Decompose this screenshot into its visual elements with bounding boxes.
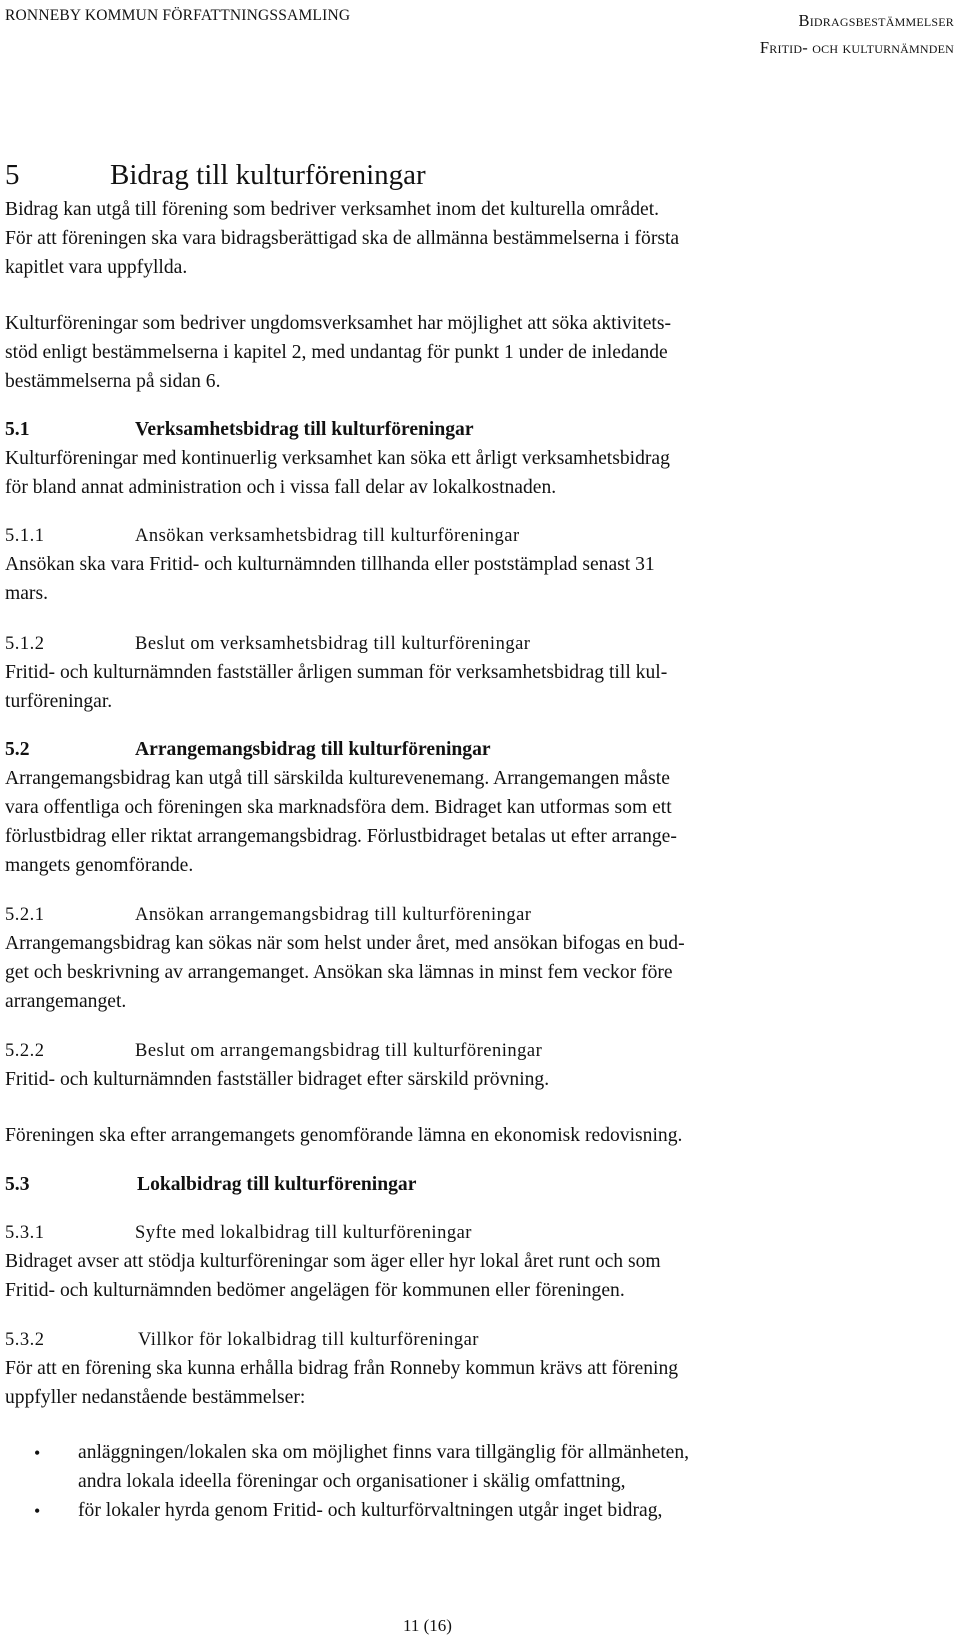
subsubsection-heading — [5, 1221, 472, 1245]
subsection-title: Verksamhetsbidrag till kulturföreningar — [135, 419, 474, 440]
paragraph-line: Arrangemangsbidrag kan utgå till särskilda kulturevenemang. Arrangemangen måste — [5, 768, 670, 789]
subsubsection-title: Beslut om verksamhetsbidrag till kulturföreningar — [135, 634, 531, 654]
paragraph-line: Ansökan ska vara Fritid- och kulturnämnden tillhanda eller poststämplad senast 31 — [5, 554, 655, 575]
paragraph-line: Kulturföreningar med kontinuerlig verksamhet kan söka ett årligt verksamhetsbidrag — [5, 448, 670, 469]
paragraph-line: mars. — [5, 583, 48, 604]
paragraph-line: stöd enligt bestämmelserna i kapitel 2, med undantag för punkt 1 under de inledande — [5, 342, 668, 363]
paragraph-line: Föreningen ska efter arrangemangets genomförande lämna en ekonomisk redovisning. — [5, 1125, 683, 1146]
bullet-icon: • — [34, 1501, 41, 1521]
paragraph-line: vara offentliga och föreningen ska marknadsföra dem. Bidraget kan utformas som ett — [5, 797, 672, 818]
paragraph-line: bestämmelserna på sidan 6. — [5, 371, 221, 392]
subsubsection-title: Ansökan arrangemangsbidrag till kulturföreningar — [135, 905, 532, 925]
paragraph-line: för bland annat administration och i vissa fall delar av lokalkostnaden. — [5, 477, 557, 498]
paragraph-line: Fritid- och kulturnämnden fastställer årligen summan för verksamhetsbidrag till kul- — [5, 662, 668, 683]
paragraph-line: Fritid- och kulturnämnden fastställer bidraget efter särskild prövning. — [5, 1069, 550, 1090]
paragraph-line: förlustbidrag eller riktat arrangemangsbidrag. Förlustbidraget betalas ut efter arrange- — [5, 826, 677, 847]
paragraph-line: turföreningar. — [5, 691, 113, 712]
paragraph-line: Bidrag kan utgå till förening som bedriver verksamhet inom det kulturella området. — [5, 199, 660, 220]
paragraph-line: mangets genomförande. — [5, 855, 194, 876]
subsection-number: 5.3 — [5, 1174, 30, 1195]
paragraph-line: uppfyller nedanstående bestämmelser: — [5, 1387, 306, 1408]
bullet-line: anläggningen/lokalen ska om möjlighet finns vara tillgänglig för allmänheten, — [78, 1442, 690, 1463]
paragraph-line: Kulturföreningar som bedriver ungdomsverksamhet har möjlighet att söka aktivitets- — [5, 313, 672, 334]
section-title: Bidrag till kulturföreningar — [110, 159, 426, 191]
paragraph-line: get och beskrivning av arrangemanget. Ansökan ska lämnas in minst fem veckor före — [5, 962, 673, 983]
subsubsection-number: 5.3.2 — [5, 1330, 45, 1350]
paragraph-line: kapitlet vara uppfyllda. — [5, 257, 188, 278]
header-right-line2: Fritid- och kulturnämnden — [759, 38, 954, 57]
subsubsection-number: 5.2.1 — [5, 905, 45, 925]
bullet-icon: • — [34, 1443, 41, 1463]
subsection-number: 5.1 — [5, 419, 30, 440]
section-heading — [5, 159, 426, 191]
header-right-line1: Bidragsbestämmelser — [798, 11, 954, 30]
paragraph-line: Bidraget avser att stödja kulturföreningar som äger eller hyr lokal året runt och som — [5, 1251, 661, 1272]
bullet-line: andra lokala ideella föreningar och organisationer i skälig omfattning, — [78, 1471, 626, 1492]
subsection-title: Lokalbidrag till kulturföreningar — [137, 1174, 417, 1195]
subsection-heading — [5, 1173, 416, 1197]
paragraph-line: Fritid- och kulturnämnden bedömer angelägen för kommunen eller föreningen. — [5, 1280, 625, 1301]
subsection-heading — [5, 418, 474, 442]
header-left: RONNEBY KOMMUN FÖRFATTNINGSSAMLING — [5, 7, 351, 24]
subsection-heading — [5, 738, 491, 762]
subsubsection-title: Villkor för lokalbidrag till kulturföreningar — [138, 1330, 479, 1350]
subsubsection-title: Syfte med lokalbidrag till kulturföreningar — [135, 1223, 472, 1243]
page-number: 11 (16) — [403, 1616, 452, 1635]
paragraph-line: Arrangemangsbidrag kan sökas när som helst under året, med ansökan bifogas en bud- — [5, 933, 685, 954]
subsection-number: 5.2 — [5, 739, 30, 760]
subsubsection-heading — [5, 903, 531, 927]
subsection-title: Arrangemangsbidrag till kulturföreningar — [135, 739, 491, 760]
subsubsection-number: 5.3.1 — [5, 1223, 45, 1243]
bullet-line: för lokaler hyrda genom Fritid- och kulturförvaltningen utgår inget bidrag, — [78, 1500, 663, 1521]
subsubsection-heading — [5, 1039, 542, 1063]
paragraph-line: För att föreningen ska vara bidragsberättigad ska de allmänna bestämmelserna i första — [5, 228, 680, 249]
subsubsection-number: 5.1.1 — [5, 526, 45, 546]
paragraph-line: För att en förening ska kunna erhålla bidrag från Ronneby kommun krävs att förening — [5, 1358, 679, 1379]
paragraph-line: arrangemanget. — [5, 991, 127, 1012]
subsubsection-number: 5.2.2 — [5, 1041, 45, 1061]
subsubsection-number: 5.1.2 — [5, 634, 45, 654]
section-number: 5 — [5, 159, 20, 191]
subsubsection-heading — [5, 524, 520, 548]
subsubsection-title: Beslut om arrangemangsbidrag till kulturföreningar — [135, 1041, 543, 1061]
subsubsection-heading — [5, 632, 530, 656]
subsubsection-heading — [5, 1328, 479, 1352]
subsubsection-title: Ansökan verksamhetsbidrag till kulturföreningar — [135, 526, 520, 546]
header-right — [760, 7, 954, 61]
